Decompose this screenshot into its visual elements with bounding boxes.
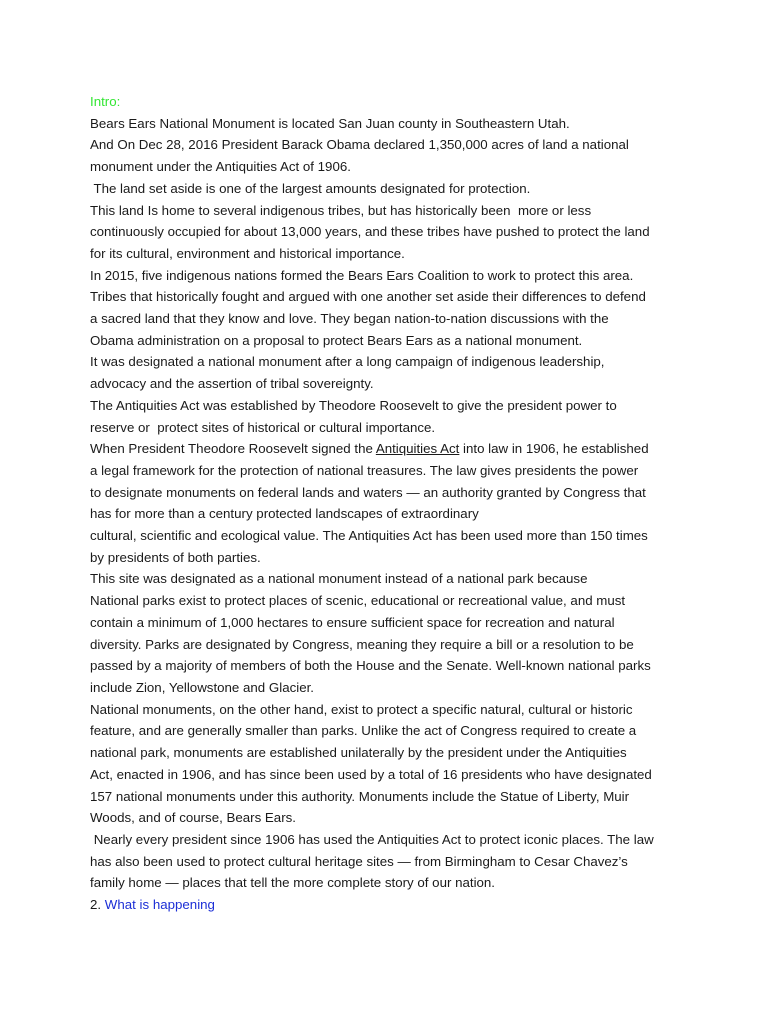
body-line: feature, and are generally smaller than parks. Unlike the act of Congress required to create a (90, 723, 637, 739)
body-line: National parks exist to protect places of scenic, educational or recreational value, and must (90, 593, 626, 609)
body-line: national park, monuments are established unilaterally by the president under the Antiquities (90, 745, 627, 761)
body-line: Nearly every president since 1906 has used the Antiquities Act to protect iconic places. The law (90, 831, 654, 847)
intro-body-part-1 (90, 113, 690, 439)
body-line: Woods, and of course, Bears Ears. (90, 810, 296, 826)
body-line: The Antiquities Act was established by Theodore Roosevelt to give the president power to (90, 397, 617, 413)
body-line: This site was designated as a national monument instead of a national park because (90, 571, 588, 587)
intro-body-part-2 (90, 460, 690, 894)
body-line: has also been used to protect cultural heritage sites — from Birmingham to Cesar Chavez’s (90, 853, 628, 869)
body-line: This land Is home to several indigenous tribes, but has historically been more or less (90, 202, 592, 218)
body-line: National monuments, on the other hand, exist to protect a specific natural, cultural or historic (90, 701, 633, 717)
body-line: In 2015, five indigenous nations formed the Bears Ears Coalition to work to protect this area. (90, 267, 634, 283)
body-line: diversity. Parks are designated by Congress, meaning they require a bill or a resolution to be (90, 636, 634, 652)
body-line: advocacy and the assertion of tribal sovereignty. (90, 376, 374, 392)
body-line: family home — places that tell the more complete story of our nation. (90, 875, 496, 891)
document-page (90, 91, 690, 916)
roosevelt-line-before: When President Theodore Roosevelt signed the (90, 441, 376, 457)
body-line: Act, enacted in 1906, and has since been used by a total of 16 presidents who have designated (90, 766, 652, 782)
body-line: cultural, scientific and ecological value. The Antiquities Act has been used more than 150 times (90, 528, 648, 544)
body-line: for its cultural, environment and historical importance. (90, 245, 405, 261)
body-line: continuously occupied for about 13,000 years, and these tribes have pushed to protect the land (90, 224, 650, 240)
body-line: Bears Ears National Monument is located San Juan county in Southeastern Utah. (90, 115, 570, 131)
body-line: by presidents of both parties. (90, 549, 261, 565)
body-line: a sacred land that they know and love. They began nation-to-nation discussions with the (90, 311, 609, 327)
body-line: passed by a majority of members of both the House and the Senate. Well-known national parks (90, 658, 651, 674)
roosevelt-line-after: into law in 1906, he established (459, 441, 649, 457)
section-2-heading (90, 894, 690, 916)
body-line: monument under the Antiquities Act of 1906. (90, 159, 351, 175)
section-2-number: 2. (90, 897, 105, 913)
body-line: Tribes that historically fought and argued with one another set aside their differences to defend (90, 289, 646, 305)
body-line: Obama administration on a proposal to protect Bears Ears as a national monument. (90, 332, 583, 348)
body-line: include Zion, Yellowstone and Glacier. (90, 679, 314, 695)
roosevelt-line (90, 438, 690, 460)
antiquities-act-link[interactable]: Antiquities Act (375, 441, 460, 457)
body-line: 157 national monuments under this authority. Monuments include the Statue of Liberty, Muir (90, 788, 630, 804)
body-line: The land set aside is one of the largest amounts designated for protection. (90, 180, 531, 196)
body-line: has for more than a century protected landscapes of extraordinary (90, 506, 479, 522)
body-line: It was designated a national monument after a long campaign of indigenous leadership, (90, 354, 605, 370)
section-2-title: What is happening (104, 897, 215, 913)
body-line: reserve or protect sites of historical or cultural importance. (90, 419, 436, 435)
body-line: contain a minimum of 1,000 hectares to ensure sufficient space for recreation and natural (90, 614, 615, 630)
intro-heading: Intro: (90, 94, 121, 109)
body-line: to designate monuments on federal lands and waters — an authority granted by Congress that (90, 484, 646, 500)
body-line: And On Dec 28, 2016 President Barack Obama declared 1,350,000 acres of land a national (90, 137, 629, 153)
body-line: a legal framework for the protection of national treasures. The law gives presidents the power (90, 462, 639, 478)
